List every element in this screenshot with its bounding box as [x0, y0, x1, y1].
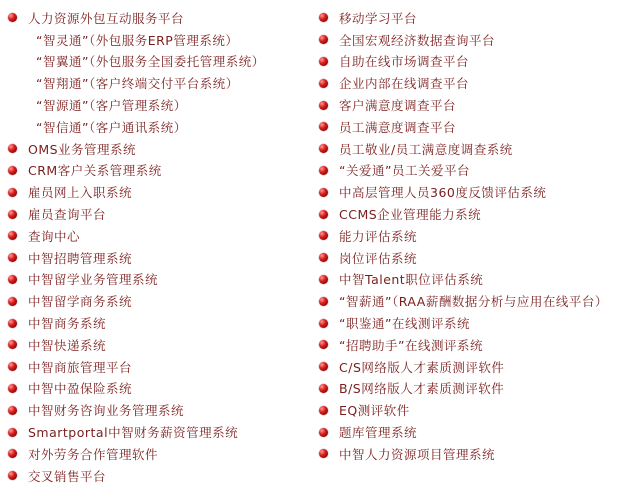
red-ball-bullet-icon	[319, 319, 328, 328]
red-ball-bullet-icon	[319, 384, 328, 393]
list-item[interactable]	[311, 334, 622, 356]
red-ball-bullet-icon	[8, 188, 17, 197]
red-ball-bullet-icon	[319, 13, 328, 22]
red-ball-bullet-icon	[319, 122, 328, 131]
list-item[interactable]	[0, 138, 311, 160]
red-ball-bullet-icon	[319, 57, 328, 66]
list-item[interactable]	[0, 181, 311, 203]
list-item[interactable]	[311, 269, 622, 291]
list-item[interactable]	[0, 7, 311, 29]
list-item-label: 自助在线市场调查平台	[339, 54, 470, 70]
product-list-left	[0, 7, 311, 490]
list-item[interactable]	[0, 290, 311, 312]
list-item-label: 全国宏观经济数据查询平台	[339, 32, 496, 48]
list-item-label: 客户满意度调查平台	[339, 98, 457, 114]
list-item-label: 员工满意度调查平台	[339, 119, 457, 135]
list-subitem[interactable]	[0, 116, 311, 138]
red-ball-bullet-icon	[8, 297, 17, 306]
red-ball-bullet-icon	[8, 406, 17, 415]
list-item[interactable]	[0, 334, 311, 356]
list-item-label: 中智快递系统	[28, 337, 107, 353]
list-item-label: “关爱通”员工关爱平台	[339, 163, 470, 179]
list-item[interactable]	[311, 421, 622, 443]
list-item[interactable]	[0, 247, 311, 269]
list-item-label: “招聘助手”在线测评系统	[339, 337, 483, 353]
list-item[interactable]	[0, 312, 311, 334]
red-ball-bullet-icon	[8, 13, 17, 22]
red-ball-bullet-icon	[8, 231, 17, 240]
red-ball-bullet-icon	[8, 253, 17, 262]
list-item[interactable]	[311, 29, 622, 51]
list-item[interactable]	[0, 399, 311, 421]
list-subitem[interactable]	[0, 94, 311, 116]
list-item-label: “智灵通”（外包服务ERP管理系统）	[36, 32, 239, 48]
list-item[interactable]	[311, 356, 622, 378]
list-item-label: 移动学习平台	[339, 10, 418, 26]
red-ball-bullet-icon	[8, 340, 17, 349]
list-item[interactable]	[0, 378, 311, 400]
red-ball-bullet-icon	[319, 210, 328, 219]
list-item-label: 雇员网上入职系统	[28, 185, 133, 201]
list-item-label: 中智商旅管理平台	[28, 359, 133, 375]
list-item-label: 中智招聘管理系统	[28, 250, 133, 266]
red-ball-bullet-icon	[8, 362, 17, 371]
red-ball-bullet-icon	[319, 35, 328, 44]
product-list-right	[311, 7, 622, 490]
list-item[interactable]	[311, 443, 622, 465]
list-item-label: C/S网络版人才素质测评软件	[339, 359, 505, 375]
list-item[interactable]	[0, 160, 311, 182]
red-ball-bullet-icon	[319, 253, 328, 262]
list-item-label: 中智商务系统	[28, 316, 107, 332]
list-item-label: Smartportal中智财务薪资管理系统	[28, 425, 239, 441]
red-ball-bullet-icon	[8, 384, 17, 393]
list-item-label: “智翔通”（客户终端交付平台系统）	[36, 76, 239, 92]
list-item-label: 中智人力资源项目管理系统	[339, 446, 496, 462]
list-item-label: 题库管理系统	[339, 425, 418, 441]
red-ball-bullet-icon	[319, 101, 328, 110]
red-ball-bullet-icon	[319, 79, 328, 88]
red-ball-bullet-icon	[319, 231, 328, 240]
list-item-label: “智信通”（客户通讯系统）	[36, 119, 187, 135]
list-item-label: 中智留学业务管理系统	[28, 272, 159, 288]
list-item-label: “智翼通”（外包服务全国委托管理系统）	[36, 54, 265, 70]
list-subitem[interactable]	[0, 51, 311, 73]
list-item-label: “智源通”（客户管理系统）	[36, 98, 187, 114]
list-item[interactable]	[311, 51, 622, 73]
list-item-label: 查询中心	[28, 228, 81, 244]
red-ball-bullet-icon	[319, 144, 328, 153]
list-item[interactable]	[0, 443, 311, 465]
red-ball-bullet-icon	[8, 319, 17, 328]
list-item[interactable]	[0, 421, 311, 443]
list-item-label: “智薪通”（RAA薪酬数据分析与应用在线平台）	[339, 294, 608, 310]
list-item[interactable]	[311, 181, 622, 203]
red-ball-bullet-icon	[8, 471, 17, 480]
list-item-label: 中智中盈保险系统	[28, 381, 133, 397]
list-item-label: 中智Talent职位评估系统	[339, 272, 484, 288]
red-ball-bullet-icon	[8, 428, 17, 437]
red-ball-bullet-icon	[319, 275, 328, 284]
red-ball-bullet-icon	[319, 297, 328, 306]
list-item[interactable]	[311, 247, 622, 269]
list-item-label: 中智留学商务系统	[28, 294, 133, 310]
list-item-label: “职鉴通”在线测评系统	[339, 316, 470, 332]
list-item[interactable]	[311, 312, 622, 334]
list-item-label: 人力资源外包互动服务平台	[28, 10, 185, 26]
red-ball-bullet-icon	[8, 449, 17, 458]
list-item-label: 员工敬业/员工满意度调查系统	[339, 141, 513, 157]
red-ball-bullet-icon	[319, 340, 328, 349]
list-item-label: 岗位评估系统	[339, 250, 418, 266]
list-subitem[interactable]	[0, 29, 311, 51]
list-item-label: OMS业务管理系统	[28, 141, 137, 157]
red-ball-bullet-icon	[319, 166, 328, 175]
list-item[interactable]	[311, 72, 622, 94]
list-item[interactable]	[311, 160, 622, 182]
red-ball-bullet-icon	[8, 166, 17, 175]
list-item[interactable]	[0, 203, 311, 225]
list-item[interactable]	[0, 465, 311, 487]
list-item[interactable]	[311, 7, 622, 29]
list-item-label: 能力评估系统	[339, 228, 418, 244]
list-item-label: 中智财务咨询业务管理系统	[28, 403, 185, 419]
list-item-label: B/S网络版人才素质测评软件	[339, 381, 505, 397]
list-subitem[interactable]	[0, 72, 311, 94]
list-item-label: 交叉销售平台	[28, 468, 107, 484]
list-item-label: 雇员查询平台	[28, 207, 107, 223]
list-item-label: 对外劳务合作管理软件	[28, 446, 159, 462]
list-item-label: CRM客户关系管理系统	[28, 163, 162, 179]
list-item[interactable]	[0, 356, 311, 378]
red-ball-bullet-icon	[8, 275, 17, 284]
list-item[interactable]	[311, 225, 622, 247]
list-item-label: 企业内部在线调查平台	[339, 76, 470, 92]
red-ball-bullet-icon	[319, 428, 328, 437]
list-item[interactable]	[0, 225, 311, 247]
red-ball-bullet-icon	[8, 210, 17, 219]
list-item[interactable]	[311, 378, 622, 400]
list-item[interactable]	[311, 290, 622, 312]
list-item-label: EQ测评软件	[339, 403, 410, 419]
red-ball-bullet-icon	[319, 406, 328, 415]
list-item[interactable]	[311, 399, 622, 421]
red-ball-bullet-icon	[319, 362, 328, 371]
list-item[interactable]	[311, 116, 622, 138]
list-item[interactable]	[311, 138, 622, 160]
red-ball-bullet-icon	[319, 188, 328, 197]
red-ball-bullet-icon	[319, 449, 328, 458]
list-item[interactable]	[311, 203, 622, 225]
list-item-label: 中高层管理人员360度反馈评估系统	[339, 185, 547, 201]
list-item[interactable]	[311, 94, 622, 116]
list-item-label: CCMS企业管理能力系统	[339, 207, 482, 223]
red-ball-bullet-icon	[8, 144, 17, 153]
list-item[interactable]	[0, 269, 311, 291]
